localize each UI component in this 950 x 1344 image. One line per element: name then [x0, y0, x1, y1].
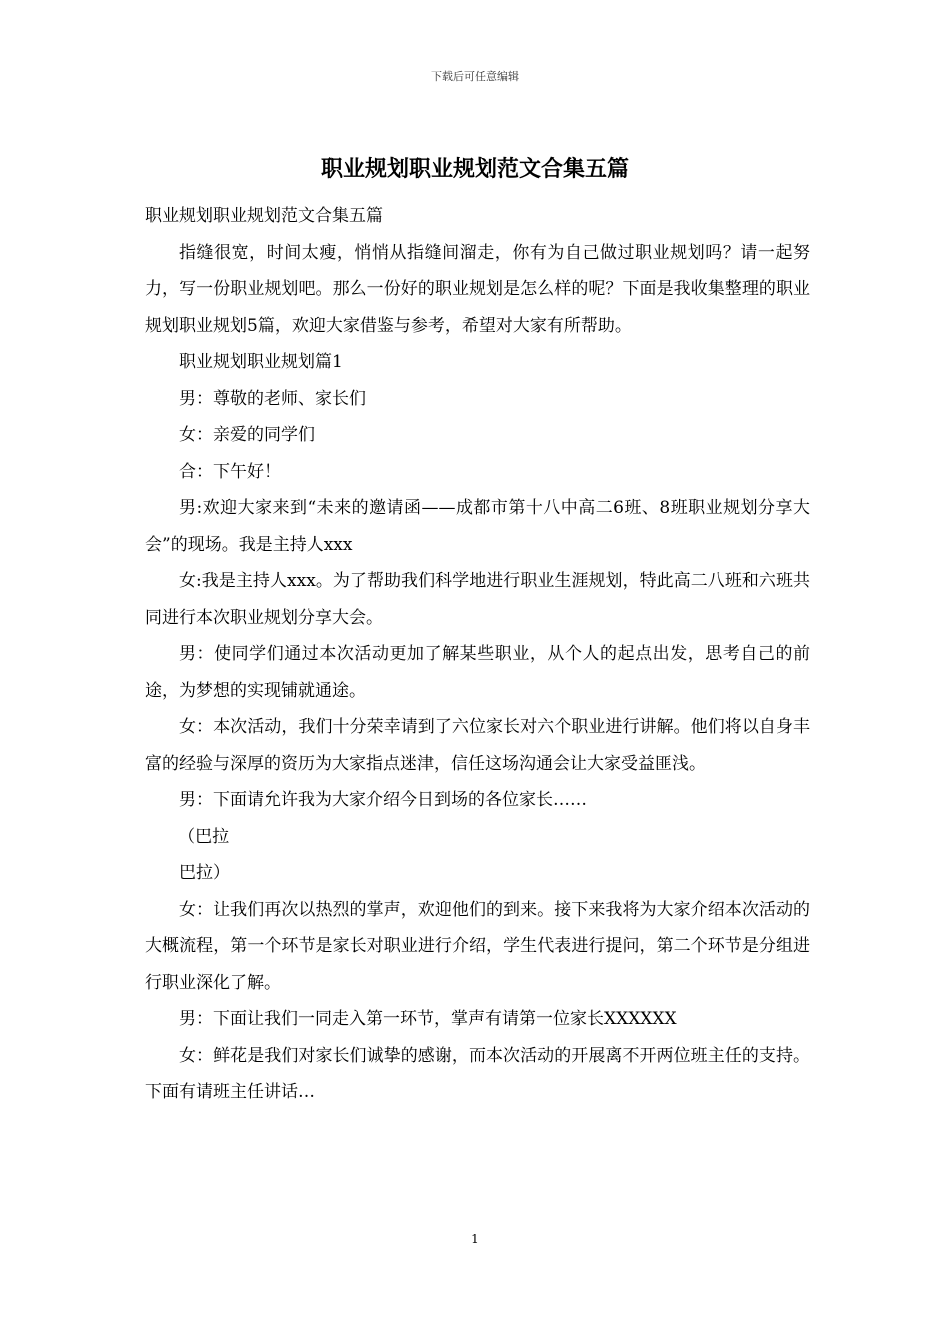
page-number: 1 [471, 1232, 479, 1246]
paragraph: 男:欢迎大家来到“未来的邀请函——成都市第十八中高二6班、8班职业规划分享大会”的现场。我是主持人xxx [145, 498, 810, 555]
paragraph: 男：下面让我们一同走入第一环节，掌声有请第一位家长XXXXXX [179, 1009, 677, 1029]
paragraph: 女：本次活动，我们十分荣幸请到了六位家长对六个职业进行讲解。他们将以自身丰富的经验与深厚的资历为大家指点迷津，信任这场沟通会让大家受益匪浅。 [145, 717, 810, 774]
document-body [145, 198, 810, 1111]
paragraph: 女：亲爱的同学们 [179, 425, 315, 445]
paragraph: 女：鲜花是我们对家长们诚挚的感谢，而本次活动的开展离不开两位班主任的支持。下面有请班主任讲话… [145, 1045, 810, 1102]
document-title: 职业规划职业规划范文合集五篇 [320, 156, 629, 182]
paragraph: 男：下面请允许我为大家介绍今日到场的各位家长…… [179, 790, 587, 810]
paragraph: 合：下午好！ [179, 461, 281, 482]
paragraph-intro: 指缝很宽，时间太瘦，悄悄从指缝间溜走，你有为自己做过职业规划吗？请一起努力，写一份职业规划吧。那么一份好的职业规划是怎么样的呢？下面是我收集整理的职业规划职业规划5篇，欢迎大家借鉴与参考，希望对大家有所帮助。 [145, 242, 810, 336]
page-header-note: 下载后可任意编辑 [431, 70, 519, 83]
paragraph: 男：尊敬的老师、家长们 [179, 388, 366, 409]
paragraph: 男：使同学们通过本次活动更加了解某些职业，从个人的起点出发，思考自己的前途，为梦想的实现铺就通途。 [145, 644, 810, 701]
section-heading: 职业规划职业规划篇1 [179, 352, 343, 372]
paragraph: 女:我是主持人xxx。为了帮助我们科学地进行职业生涯规划，特此高二八班和六班共同进行本次职业规划分享大会。 [145, 571, 810, 628]
paragraph: （巴拉 [178, 826, 230, 847]
paragraph: 巴拉） [179, 863, 230, 883]
document-subtitle: 职业规划职业规划范文合集五篇 [145, 206, 383, 226]
paragraph: 女：让我们再次以热烈的掌声，欢迎他们的到来。接下来我将为大家介绍本次活动的大概流程，第一个环节是家长对职业进行介绍，学生代表进行提问，第二个环节是分组进行职业深化了解。 [145, 899, 810, 993]
